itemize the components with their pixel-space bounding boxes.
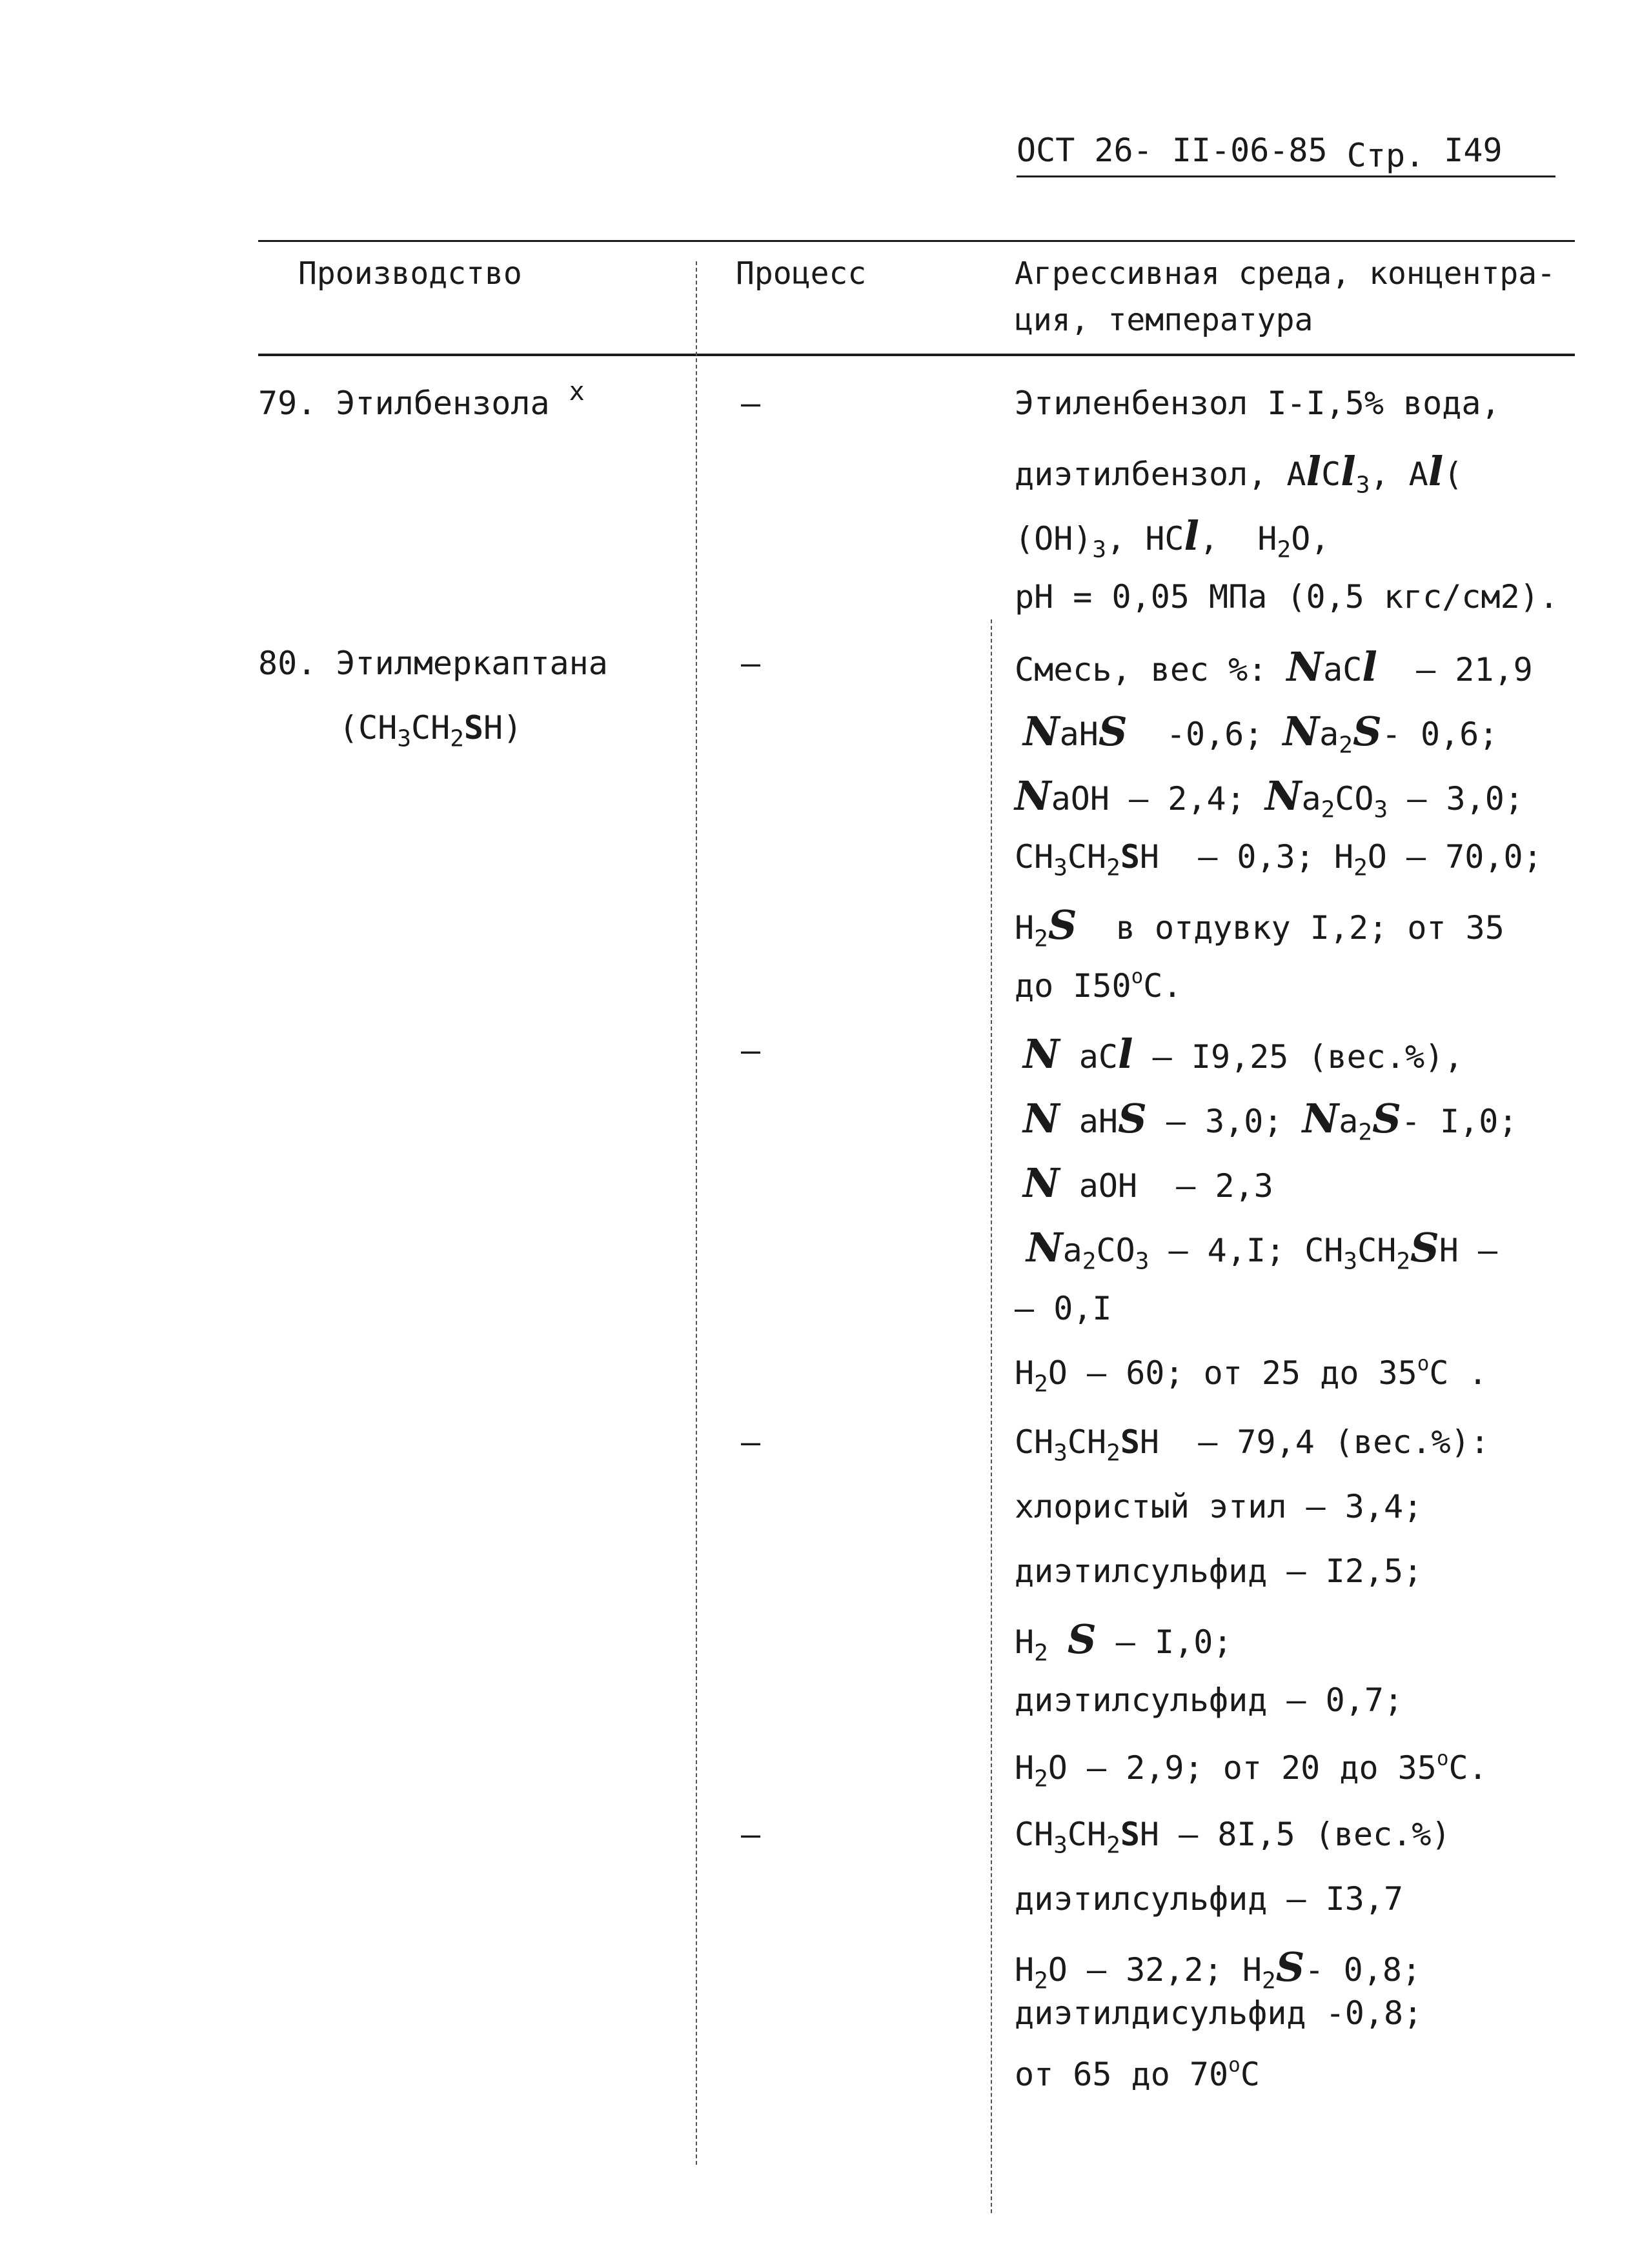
table-top-rule xyxy=(258,240,1575,242)
column-divider-2 xyxy=(991,619,992,2213)
medium-line: – 0,I xyxy=(1015,1290,1112,1327)
medium-line: $H_2O - 60$; от 25 до 35$^o$C . xyxy=(1015,1352,1488,1398)
process-dash: – xyxy=(741,385,761,422)
production-name: Этилмеркаптана xyxy=(336,645,608,682)
row-number: 79. xyxy=(258,385,317,422)
header-process: Процесс xyxy=(736,256,867,292)
process-dash: – xyxy=(741,1423,761,1461)
medium-line: N aOH – 2,3 xyxy=(1023,1159,1273,1207)
production-formula: $(CH_3CH_2SH)$ xyxy=(339,709,523,752)
medium-line: $Na_2CO_3 - 4,I$; $CH_3CH_2SH$ – xyxy=(1026,1224,1498,1275)
medium-line: $CH_3CH_2SH - 0,3$; $H_2O - 70,0$; xyxy=(1015,838,1543,881)
medium-line: NaOH – 2,4; $Na_2CO_3 - 3,0$; xyxy=(1015,772,1524,823)
header-medium-line1: Агрессивная среда, концентра- xyxy=(1015,256,1556,292)
production-name: Этилбензола xyxy=(336,385,550,422)
doc-code-text: ОСТ 26- II-06-85 xyxy=(1017,132,1328,169)
medium-line: N aHS – 3,0; $Na_2S-$ I,0; xyxy=(1023,1095,1518,1146)
row-number: 80. xyxy=(258,645,317,682)
medium-line: pH = 0,05 МПа (0,5 кгс/см2). xyxy=(1015,578,1559,616)
footnote-mark: x xyxy=(569,377,585,406)
medium-line: N aCl – I9,25 (вес.%), xyxy=(1023,1030,1464,1078)
medium-line: диэтилсульфид – I3,7 xyxy=(1015,1880,1404,1918)
row-80-production xyxy=(258,645,608,682)
header-production: Производство xyxy=(298,256,522,292)
medium-line: хлористый этил – 3,4; xyxy=(1015,1488,1423,1525)
row-79-production xyxy=(258,377,585,422)
header-medium-line2: ция, температура xyxy=(1015,302,1313,338)
header-underline xyxy=(1017,176,1555,177)
column-divider-1 xyxy=(696,261,697,2165)
medium-line: $H_2S$ в отдувку I,2; от 35 xyxy=(1015,901,1504,952)
medium-line: диэтилдисульфид -0,8; xyxy=(1015,1994,1423,2032)
medium-line: $(OH)_3$, HCl, $H_2O$, xyxy=(1015,512,1330,563)
medium-line: Смесь, вес %: NaCl – 21,9 xyxy=(1015,643,1533,690)
process-dash: – xyxy=(741,645,761,682)
document-code xyxy=(1017,132,1503,174)
medium-line: $CH_3CH_2SH - 8I,5$ (вес.%) xyxy=(1015,1816,1451,1859)
medium-line: диэтилсульфид – 0,7; xyxy=(1015,1681,1404,1719)
medium-line: $H_2O - 32,2$; $H_2S-$ 0,8; xyxy=(1015,1943,1422,1994)
table-header-rule xyxy=(258,354,1575,356)
process-dash: – xyxy=(741,1032,761,1069)
medium-line: до I50$^o$C. xyxy=(1015,965,1182,1005)
medium-line: Этиленбензол I-I,5% вода, xyxy=(1015,385,1501,422)
medium-line: $CH_3CH_2SH - 79,4$ (вес.%): xyxy=(1015,1423,1490,1467)
page-label: Стр. xyxy=(1346,137,1425,174)
medium-line: диэтилсульфид – I2,5; xyxy=(1015,1552,1423,1590)
header-medium xyxy=(1015,250,1555,343)
medium-line: от 65 до 70$^o$C xyxy=(1015,2053,1260,2093)
medium-line: NaHS -0,6; $Na_2S-$ 0,6; xyxy=(1023,708,1499,759)
process-dash: – xyxy=(741,1816,761,1853)
medium-line: диэтилбензол, AlCl$_3$, Al( xyxy=(1015,448,1463,499)
medium-line: $H_2$ S – I,0; xyxy=(1015,1616,1233,1667)
medium-line: $H_2O - 2,9$; от 20 до 35$^o$C. xyxy=(1015,1747,1488,1792)
page-number: I49 xyxy=(1444,132,1503,169)
